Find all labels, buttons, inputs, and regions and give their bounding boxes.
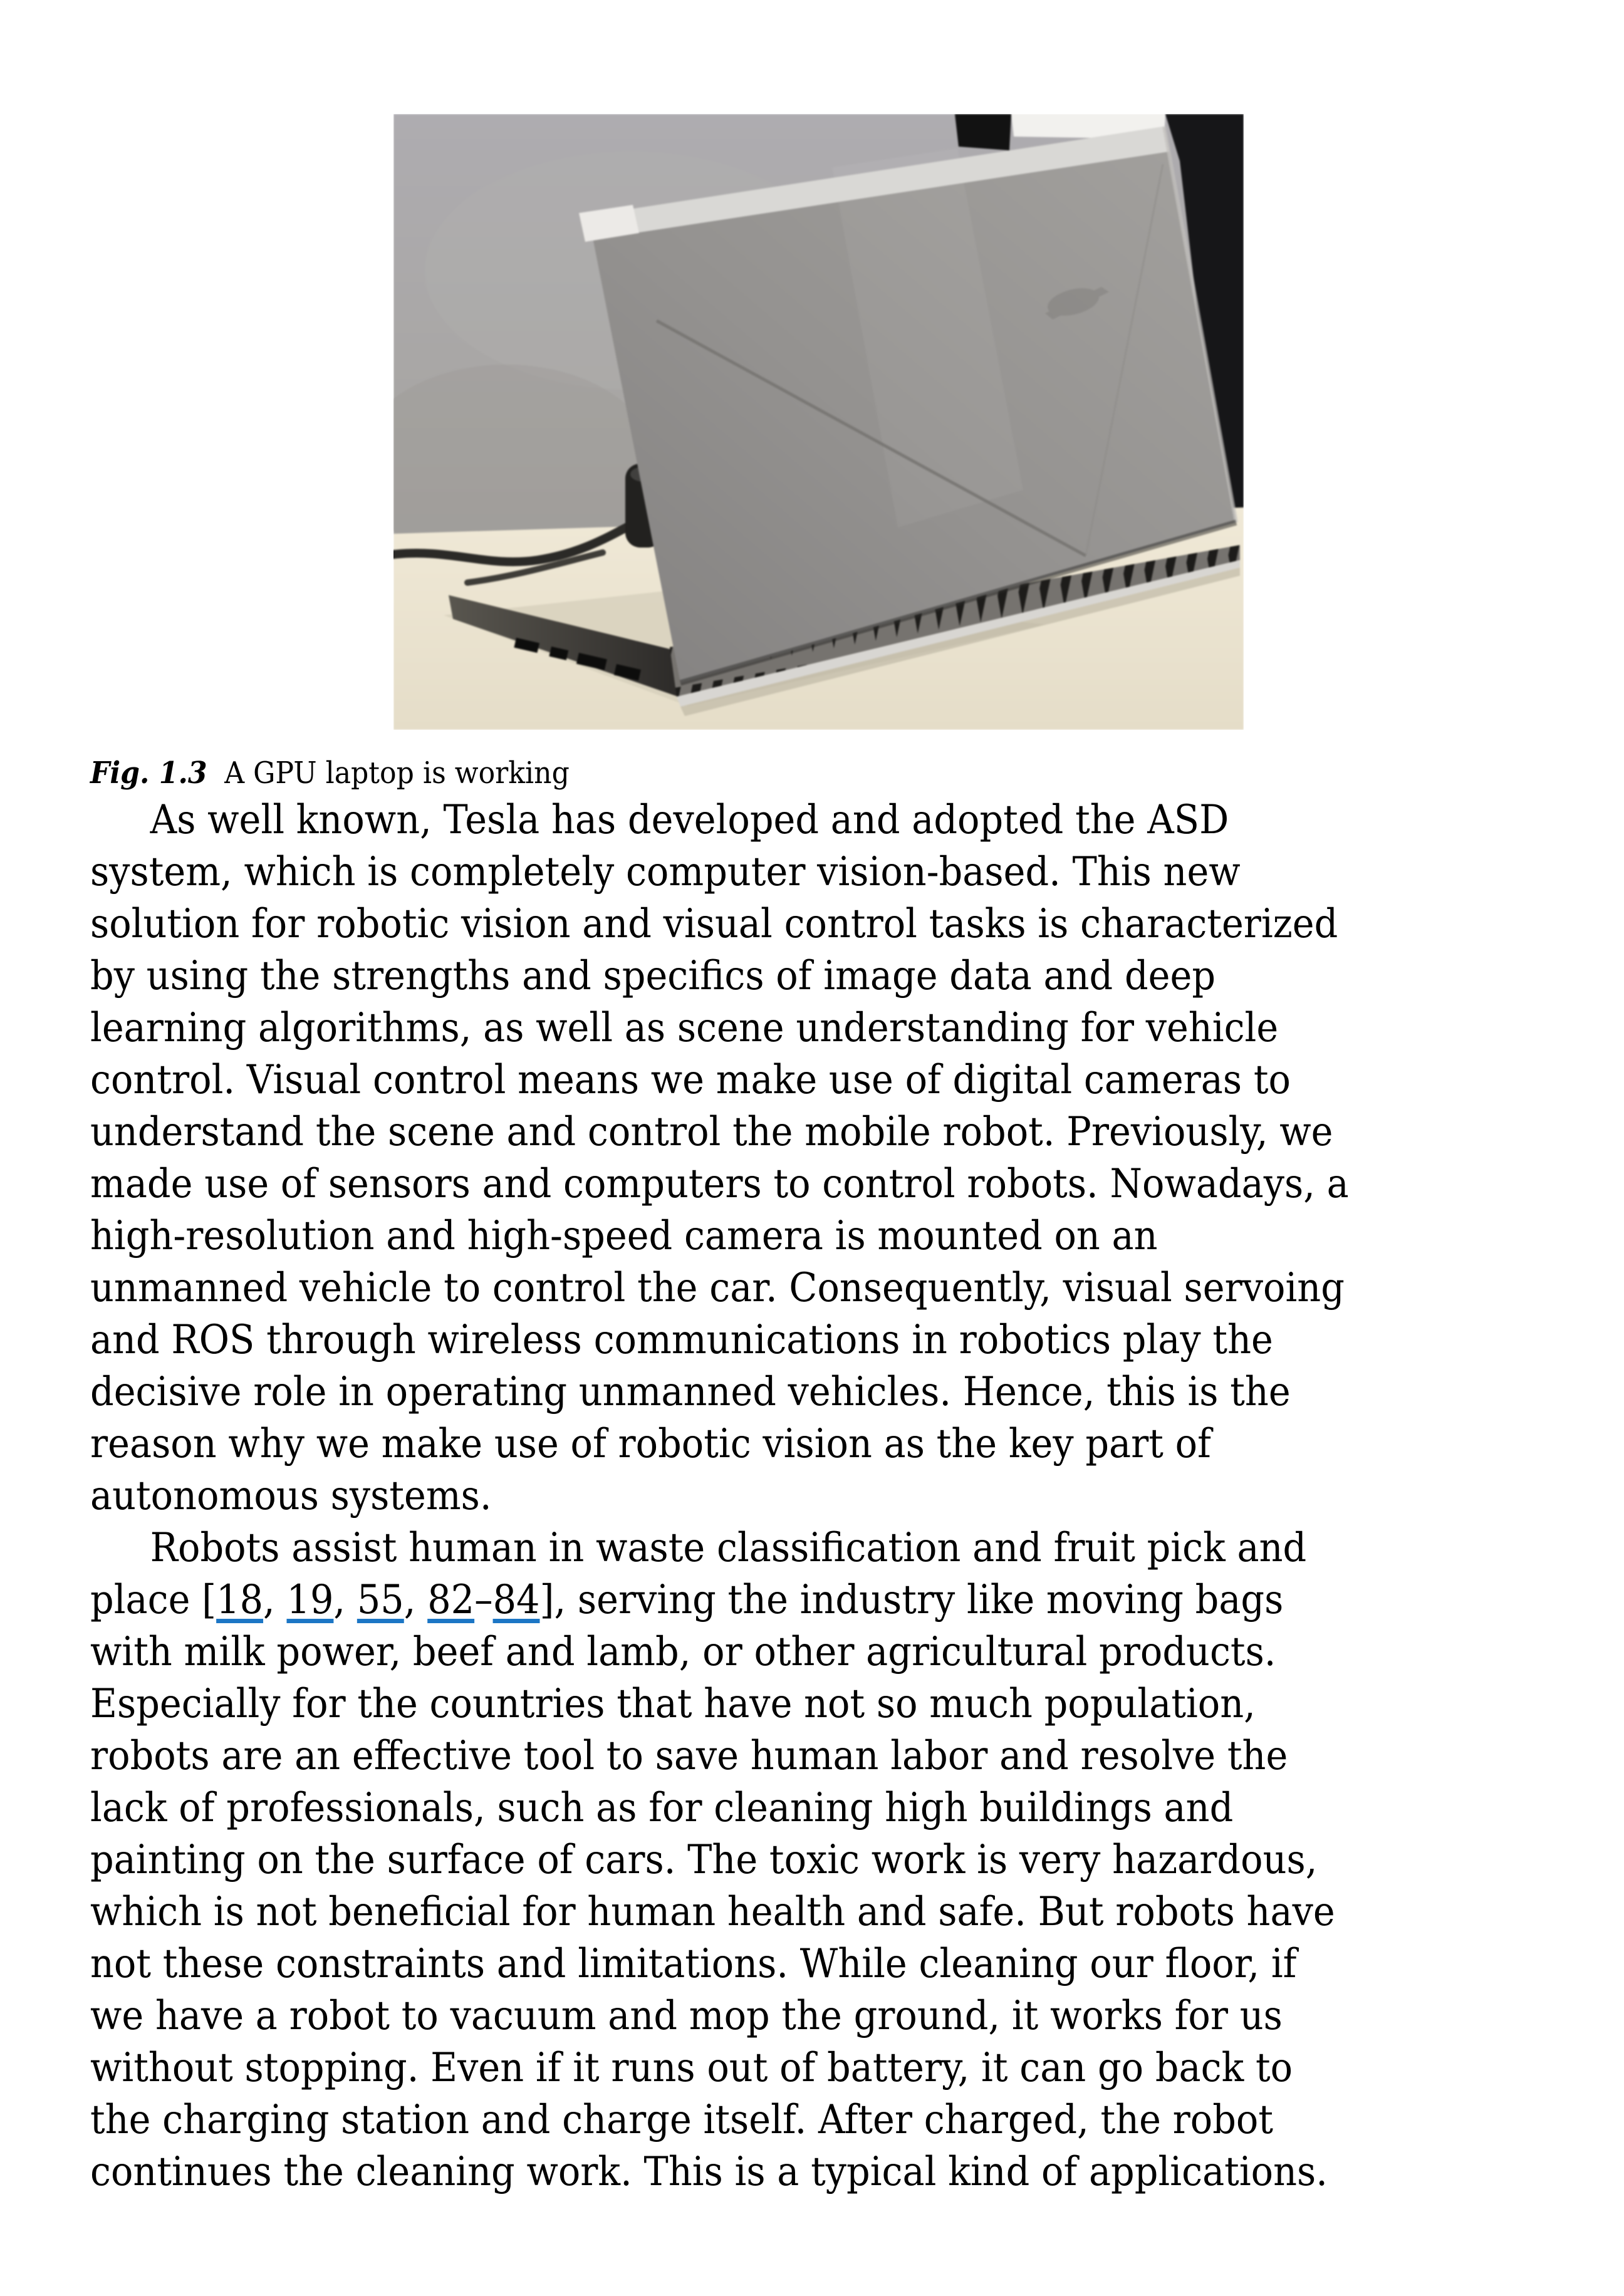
text-line xyxy=(90,1054,1474,1106)
text-line xyxy=(90,2146,1474,2198)
text-line xyxy=(90,1834,1474,1886)
body-text-segment: , xyxy=(403,1577,428,1623)
body-text-segment: Robots assist human in waste classification and fruit pick and xyxy=(150,1525,1307,1571)
body-text-segment: not these constraints and limitations. While cleaning our floor, if xyxy=(90,1941,1297,1987)
paragraph xyxy=(90,794,1594,1522)
body-text-segment: the charging station and charge itself. After charged, the robot xyxy=(90,2097,1274,2143)
body-text-segment: we have a robot to vacuum and mop the ground, it works for us xyxy=(90,1993,1283,2039)
body-text-segment: decisive role in operating unmanned vehicles. Hence, this is the xyxy=(90,1369,1291,1415)
reference-link[interactable]: 19 xyxy=(286,1577,334,1623)
figure-caption-label: Fig. 1.3 xyxy=(90,756,207,791)
text-line xyxy=(90,1470,1474,1522)
laptop-photo-svg xyxy=(393,114,1244,730)
body-text-segment: lack of professionals, such as for cleaning high buildings and xyxy=(90,1785,1234,1831)
body-text-segment: by using the strengths and specifics of image data and deep xyxy=(90,953,1216,999)
text-line xyxy=(90,2094,1474,2146)
text-line xyxy=(90,794,1474,846)
text-line xyxy=(90,1418,1474,1470)
text-line xyxy=(90,1366,1474,1418)
text-line xyxy=(90,1522,1474,1574)
body-text-segment: place [ xyxy=(90,1577,217,1623)
text-line xyxy=(90,1002,1474,1054)
text-line xyxy=(90,2042,1474,2094)
text-line xyxy=(90,1990,1474,2042)
text-line xyxy=(90,1626,1474,1678)
body-text-segment: and ROS through wireless communications in robotics play the xyxy=(90,1317,1273,1363)
body-text-segment: As well known, Tesla has developed and adopted the ASD xyxy=(150,797,1229,843)
body-text-segment: without stopping. Even if it runs out of battery, it can go back to xyxy=(90,2045,1293,2091)
body-text-segment: ], serving the industry like moving bags xyxy=(539,1577,1284,1623)
figure-photo xyxy=(393,114,1244,730)
body-text xyxy=(90,794,1594,2198)
text-line xyxy=(90,898,1474,950)
text-line xyxy=(90,1730,1474,1782)
reference-link[interactable]: 55 xyxy=(357,1577,404,1623)
text-line xyxy=(90,1678,1474,1730)
body-text-segment: system, which is completely computer vision-based. This new xyxy=(90,849,1241,895)
body-text-segment: – xyxy=(474,1577,493,1623)
body-text-segment: unmanned vehicle to control the car. Consequently, visual servoing xyxy=(90,1265,1345,1311)
text-line xyxy=(90,846,1474,898)
text-line xyxy=(90,1210,1474,1262)
reference-link[interactable]: 84 xyxy=(492,1577,540,1623)
text-line xyxy=(90,1262,1474,1314)
text-line xyxy=(90,1158,1474,1210)
body-text-segment: which is not beneficial for human health and safe. But robots have xyxy=(90,1889,1335,1935)
body-text-segment: high-resolution and high-speed camera is mounted on an xyxy=(90,1213,1158,1259)
body-text-segment: robots are an effective tool to save human labor and resolve the xyxy=(90,1733,1288,1779)
body-text-segment: learning algorithms, as well as scene understanding for vehicle xyxy=(90,1005,1279,1051)
body-text-segment: with milk power, beef and lamb, or other agricultural products. xyxy=(90,1629,1276,1675)
body-text-segment: painting on the surface of cars. The toxic work is very hazardous, xyxy=(90,1837,1318,1883)
reference-link[interactable]: 18 xyxy=(216,1577,264,1623)
body-text-segment: control. Visual control means we make use of digital cameras to xyxy=(90,1057,1291,1103)
body-text-segment: , xyxy=(333,1577,357,1623)
body-text-segment: understand the scene and control the mobile robot. Previously, we xyxy=(90,1109,1333,1155)
body-text-segment: Especially for the countries that have not so much population, xyxy=(90,1681,1256,1727)
body-text-segment: autonomous systems. xyxy=(90,1473,492,1519)
text-line xyxy=(90,1782,1474,1834)
body-text-segment: made use of sensors and computers to control robots. Nowadays, a xyxy=(90,1161,1349,1207)
dark-object-top xyxy=(955,114,1011,150)
paragraph xyxy=(90,1522,1594,2198)
text-line xyxy=(90,1938,1474,1990)
text-line xyxy=(90,1574,1474,1626)
body-text-segment: solution for robotic vision and visual control tasks is characterized xyxy=(90,901,1338,947)
body-text-segment: reason why we make use of robotic vision as the key part of xyxy=(90,1421,1211,1467)
body-text-segment: continues the cleaning work. This is a typical kind of applications. xyxy=(90,2149,1328,2195)
figure-caption-text: A GPU laptop is working xyxy=(224,756,570,791)
text-line xyxy=(90,1314,1474,1366)
text-line xyxy=(90,1886,1474,1938)
figure-caption xyxy=(90,754,570,792)
text-line xyxy=(90,1106,1474,1158)
reference-link[interactable]: 82 xyxy=(427,1577,475,1623)
body-text-segment: , xyxy=(263,1577,287,1623)
text-line xyxy=(90,950,1474,1002)
